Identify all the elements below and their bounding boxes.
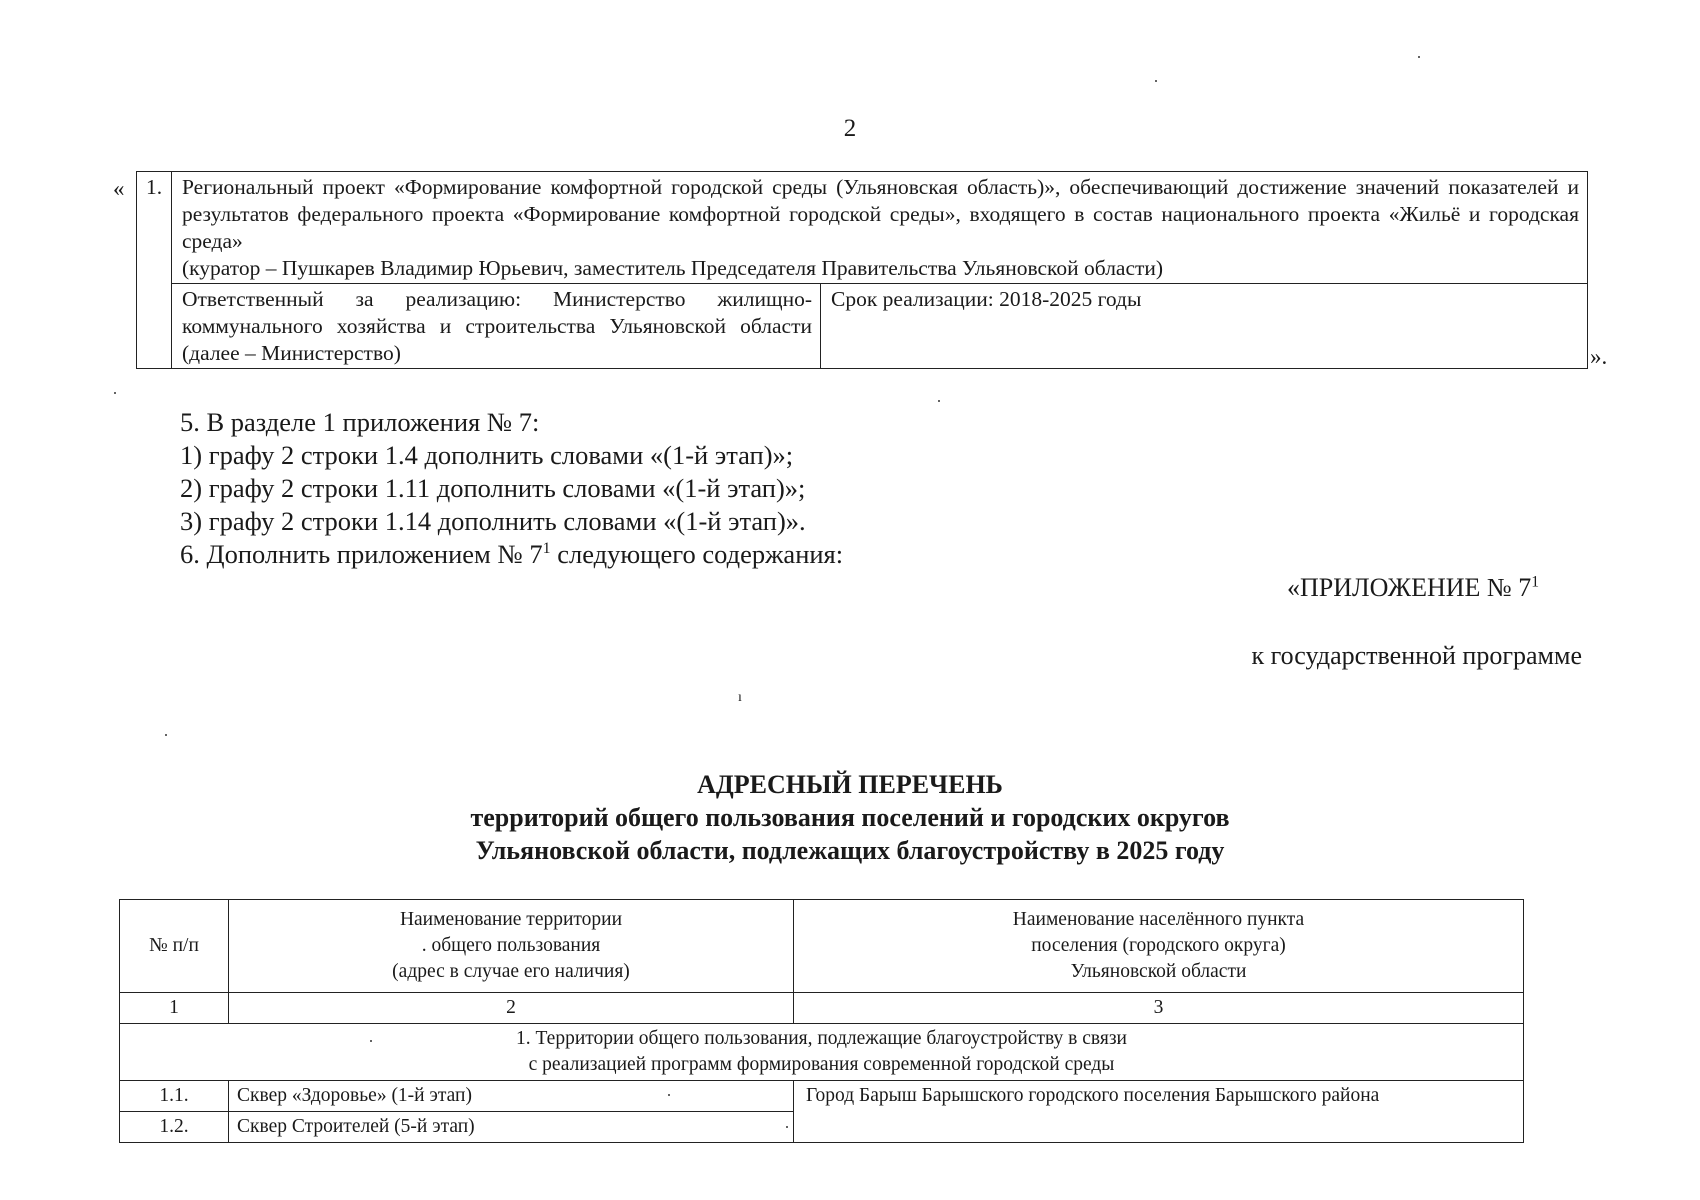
scan-speck: [370, 1040, 372, 1042]
heading-line: АДРЕСНЫЙ ПЕРЕЧЕНЬ: [697, 770, 1003, 799]
territory-name: Сквер «Здоровье» (1-й этап): [229, 1081, 794, 1112]
scan-speck: [1155, 80, 1157, 82]
scan-speck: [165, 734, 167, 736]
superscript: 1: [1531, 573, 1539, 591]
stray-mark: ı: [738, 690, 742, 705]
document-heading: [0, 768, 1700, 867]
appendix-title: [1287, 573, 1539, 603]
heading-line: Ульяновской области, подлежащих благоустройству в 2025 году: [475, 836, 1225, 865]
appendix-subtitle: к государственной программе: [1251, 641, 1582, 670]
amendment-line-text: 6. Дополнить приложением № 7: [180, 539, 543, 569]
amendment-text: [180, 406, 843, 571]
column-header: Наименование населённого пункта поселения (городского округа) Ульяновской области: [794, 900, 1524, 993]
scan-speck: [668, 1094, 670, 1096]
amendment-line: [180, 538, 843, 571]
period-cell: Срок реализации: 2018-2025 годы: [821, 284, 1588, 369]
amendment-line-text: следующего содержания:: [550, 539, 844, 569]
row-number: 1.: [137, 172, 172, 369]
column-number: 3: [794, 993, 1524, 1024]
responsible-cell: Ответственный за реализацию: Министерство жилищно-коммунального хозяйства и строительства Ульяновской области (далее – Министерство): [172, 284, 821, 369]
locality-name: Город Барыш Барышского городского поселения Барышского района: [794, 1081, 1524, 1143]
amendment-line: 1) графу 2 строки 1.4 дополнить словами «(1-й этап)»;: [180, 440, 794, 470]
superscript: 1: [542, 540, 551, 558]
appendix-title-text: «ПРИЛОЖЕНИЕ № 7: [1287, 573, 1532, 602]
project-description: [172, 172, 1588, 284]
amendment-line: 3) графу 2 строки 1.14 дополнить словами «(1-й этап)».: [180, 506, 806, 536]
heading-line: территорий общего пользования поселений и городских округов: [470, 803, 1230, 832]
opening-quote: «: [113, 176, 125, 201]
scan-speck: [114, 392, 116, 394]
project-title: Региональный проект «Формирование комфортной городской среды (Ульяновская область)», обеспечивающий достижение значений показателей и результатов федерального проекта «Формирование комфортной городской среды», входящего в состав национального проекта «Жильё и городская среда»: [182, 175, 1579, 253]
column-header: Наименование территории . общего пользования (адрес в случае его наличия): [229, 900, 794, 993]
page-number: 2: [843, 115, 857, 142]
territory-name: Сквер Строителей (5-й этап): [229, 1112, 794, 1143]
project-table: [136, 171, 1588, 369]
scan-speck: [938, 400, 940, 402]
section-heading: 1. Территории общего пользования, подлежащие благоустройству в связи с реализацией программ формирования современной городской среды: [120, 1024, 1524, 1081]
column-number: 1: [120, 993, 229, 1024]
amendment-line: 5. В разделе 1 приложения № 7:: [180, 407, 540, 437]
column-header: № п/п: [120, 900, 229, 993]
scan-speck: [1418, 56, 1420, 58]
row-number: 1.1.: [120, 1081, 229, 1112]
scan-speck: [786, 1126, 788, 1128]
project-curator: (куратор – Пушкарев Владимир Юрьевич, заместитель Председателя Правительства Ульяновской области): [182, 256, 1164, 280]
row-number: 1.2.: [120, 1112, 229, 1143]
amendment-line: 2) графу 2 строки 1.11 дополнить словами «(1-й этап)»;: [180, 473, 806, 503]
column-number: 2: [229, 993, 794, 1024]
address-list-table: [119, 899, 1524, 1143]
closing-quote: ».: [1590, 344, 1608, 369]
